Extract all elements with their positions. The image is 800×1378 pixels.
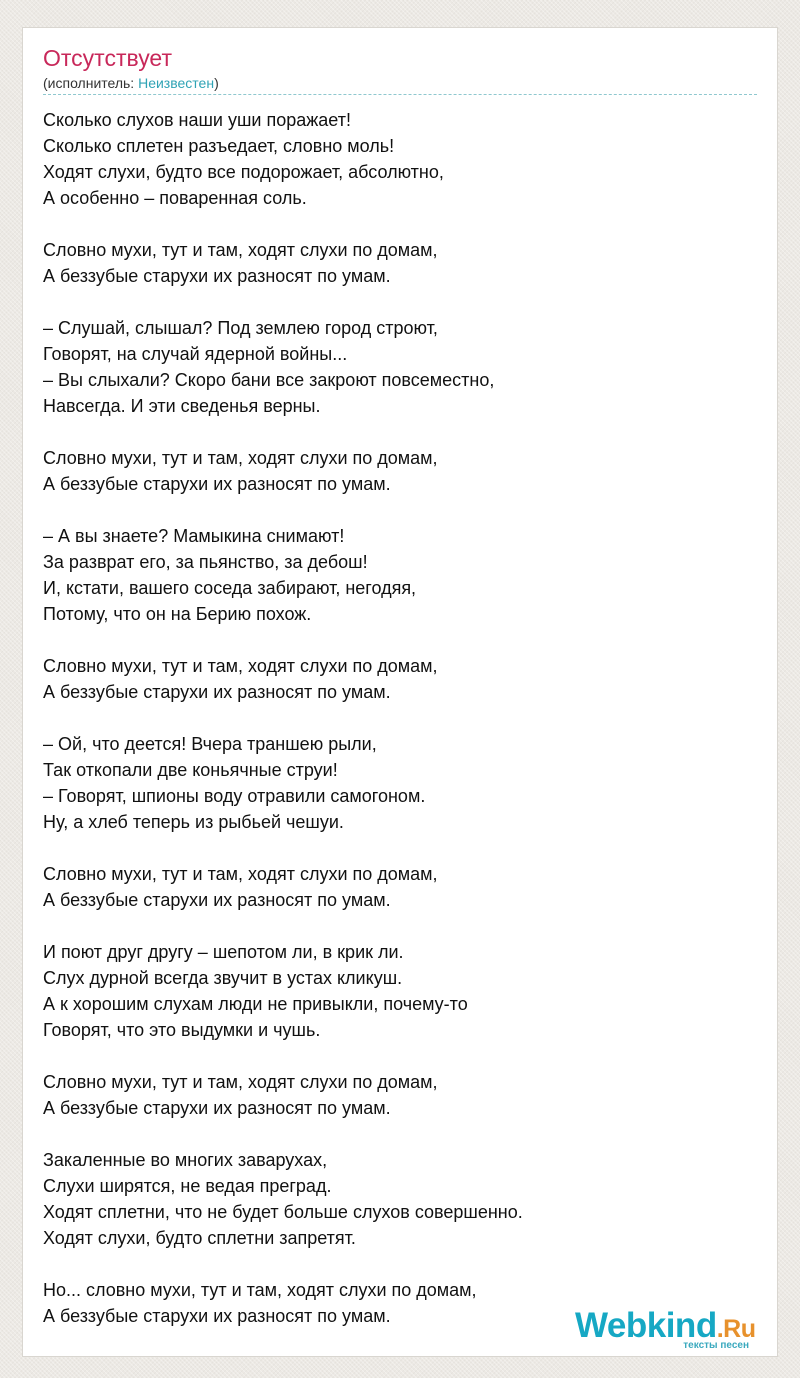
lyrics-line: Словно мухи, тут и там, ходят слухи по домам, xyxy=(43,864,438,884)
artist-line xyxy=(43,74,219,92)
lyrics-line: – Слушай, слышал? Под землею город строют, xyxy=(43,318,438,338)
logo-tagline: тексты песен xyxy=(683,1340,749,1351)
lyrics-stanza xyxy=(43,1069,759,1121)
lyrics-line: А беззубые старухи их разносят по умам. xyxy=(43,1098,391,1118)
lyrics-line: Слух дурной всегда звучит в устах кликуш. xyxy=(43,968,403,988)
lyrics-stanza xyxy=(43,315,759,419)
lyrics-line: Так откопали две коньячные струи! xyxy=(43,760,338,780)
lyrics-stanza xyxy=(43,939,759,1043)
lyrics-text xyxy=(43,107,759,1355)
lyrics-line: – Вы слыхали? Скоро бани все закроют повсеместно, xyxy=(43,370,495,390)
lyrics-stanza xyxy=(43,237,759,289)
lyrics-line: Говорят, что это выдумки и чушь. xyxy=(43,1020,321,1040)
lyrics-stanza xyxy=(43,1147,759,1251)
lyrics-line: А беззубые старухи их разносят по умам. xyxy=(43,474,391,494)
lyrics-line: И поют друг другу – шепотом ли, в крик ли. xyxy=(43,942,404,962)
lyrics-line: Словно мухи, тут и там, ходят слухи по домам, xyxy=(43,240,438,260)
artist-suffix: ) xyxy=(214,75,219,91)
lyrics-line: Но... словно мухи, тут и там, ходят слухи по домам, xyxy=(43,1280,477,1300)
lyrics-line: Словно мухи, тут и там, ходят слухи по домам, xyxy=(43,1072,438,1092)
lyrics-line: Сколько сплетен разъедает, словно моль! xyxy=(43,136,395,156)
lyrics-stanza xyxy=(43,107,759,211)
webkind-logo[interactable] xyxy=(575,1306,771,1352)
lyrics-line: Навсегда. И эти сведенья верны. xyxy=(43,396,321,416)
lyrics-line: Потому, что он на Берию похож. xyxy=(43,604,312,624)
lyrics-line: – Ой, что деется! Вчера траншею рыли, xyxy=(43,734,377,754)
lyrics-line: – Говорят, шпионы воду отравили самогоном. xyxy=(43,786,426,806)
artist-prefix: (исполнитель: xyxy=(43,75,139,91)
song-title: Отсутствует xyxy=(43,45,172,71)
logo-main-text: Webkind xyxy=(575,1306,717,1345)
lyrics-line: Ну, а хлеб теперь из рыбьей чешуи. xyxy=(43,812,344,832)
artist-link[interactable]: Неизвестен xyxy=(138,75,215,91)
lyrics-line: А беззубые старухи их разносят по умам. xyxy=(43,682,391,702)
lyrics-line: Словно мухи, тут и там, ходят слухи по домам, xyxy=(43,448,438,468)
lyrics-line: А беззубые старухи их разносят по умам. xyxy=(43,266,391,286)
lyrics-line: Словно мухи, тут и там, ходят слухи по домам, xyxy=(43,656,438,676)
lyrics-line: Закаленные во многих заварухах, xyxy=(43,1150,328,1170)
lyrics-line: Ходят сплетни, что не будет больше слухов совершенно. xyxy=(43,1202,523,1222)
lyrics-stanza xyxy=(43,523,759,627)
lyrics-line: Сколько слухов наши уши поражает! xyxy=(43,110,351,130)
lyrics-line: А беззубые старухи их разносят по умам. xyxy=(43,1306,391,1326)
lyrics-line: Ходят слухи, будто все подорожает, абсолютно, xyxy=(43,162,444,182)
lyrics-stanza xyxy=(43,731,759,835)
lyrics-line: Говорят, на случай ядерной войны... xyxy=(43,344,348,364)
lyrics-line: Слухи ширятся, не ведая преград. xyxy=(43,1176,332,1196)
logo-tld-text: .Ru xyxy=(716,1315,756,1343)
lyrics-card xyxy=(22,27,778,1357)
lyrics-line: За разврат его, за пьянство, за дебош! xyxy=(43,552,368,572)
lyrics-line: А беззубые старухи их разносят по умам. xyxy=(43,890,391,910)
lyrics-stanza xyxy=(43,653,759,705)
lyrics-line: А к хорошим слухам люди не привыкли, почему-то xyxy=(43,994,468,1014)
lyrics-line: И, кстати, вашего соседа забирают, негодяя, xyxy=(43,578,417,598)
lyrics-stanza xyxy=(43,861,759,913)
lyrics-stanza xyxy=(43,445,759,497)
lyrics-line: – А вы знаете? Мамыкина снимают! xyxy=(43,526,345,546)
lyrics-line: Ходят слухи, будто сплетни запретят. xyxy=(43,1228,356,1248)
title-divider xyxy=(43,94,757,95)
lyrics-line: А особенно – поваренная соль. xyxy=(43,188,307,208)
